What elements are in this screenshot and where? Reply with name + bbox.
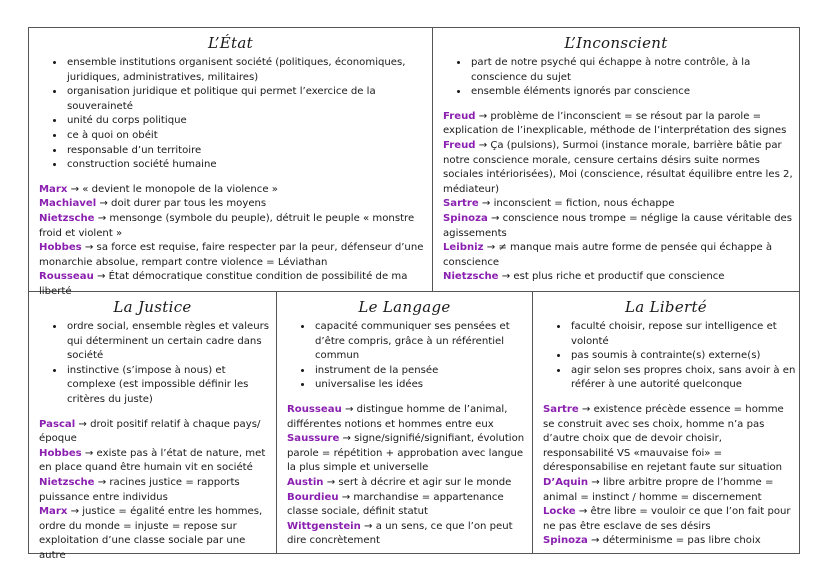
philosopher-idea: → conscience nous trompe = néglige la cause véritable des agissements <box>443 212 793 239</box>
definition-list-langage <box>277 320 532 393</box>
section-langage <box>277 292 533 554</box>
philosopher-idea: → mensonge (symbole du peuple), détruit le peuple « monstre froid et violent » <box>39 212 415 239</box>
philosopher-note <box>543 403 793 476</box>
philosopher-note <box>39 183 426 198</box>
philosopher-idea: → problème de l’inconscient = se résout par la parole = explication de l’inexplicable, méthode de l’interprétation des signes <box>443 110 787 137</box>
philosopher-note <box>287 432 526 476</box>
philosopher-notes-liberte <box>533 403 799 549</box>
philosopher-idea: → est plus riche et productif que conscience <box>498 271 725 283</box>
philosopher-idea: → « devient le monopole de la violence » <box>67 183 278 195</box>
philosopher-idea: → distingue homme de l’animal, différentes notions et hommes entre eux <box>287 403 508 430</box>
philosopher-note <box>39 476 270 505</box>
section-justice <box>29 292 277 561</box>
philosopher-note <box>543 505 793 534</box>
philosopher-note <box>39 212 426 241</box>
philosopher-note <box>543 534 793 549</box>
philosopher-name: Austin <box>287 476 324 488</box>
philosopher-notes-justice <box>29 418 276 564</box>
philosopher-idea: → être libre = vouloir ce que l’on fait pour ne pas être esclave de ses désirs <box>543 506 791 532</box>
philosopher-name: Pascal <box>39 418 76 430</box>
philosopher-note <box>443 139 793 197</box>
section-title-inconscient: L’Inconscient <box>564 34 668 52</box>
philosopher-name: Spinoza <box>543 535 588 547</box>
philosopher-idea: → inconscient = fiction, nous échappe <box>478 198 675 210</box>
section-title-liberte: La Liberté <box>625 298 707 316</box>
philosopher-idea: → ≠ manque mais autre forme de pensée qui échappe à conscience <box>443 242 773 268</box>
philosopher-note <box>39 418 270 447</box>
section-title-langage: Le Langage <box>358 298 451 316</box>
definition-item: • agir selon ses propres choix, sans avoir à en référer à une autorité quelconque <box>569 364 799 393</box>
philosopher-idea: → a un sens, ce que l’on peut dire concrètement <box>287 520 513 547</box>
definition-item: • ensemble éléments ignorés par conscience <box>469 85 799 100</box>
philosopher-name: Marx <box>39 183 68 195</box>
definition-item: • capacité communiquer ses pensées et d’être compris, grâce à un référentiel commun <box>313 320 532 364</box>
philosopher-note <box>39 241 426 270</box>
philosopher-idea: → racines justice = rapports puissance entre individus <box>39 476 240 503</box>
philosopher-name: Sartre <box>543 403 579 415</box>
philosopher-name: Machiavel <box>39 198 97 210</box>
section-etat <box>29 28 433 297</box>
definition-item: • ensemble institutions organisent société (politiques, économiques, juridiques, administratives, militaires) <box>65 56 432 85</box>
definition-item: • responsable d’un territoire <box>65 144 432 159</box>
concept-sheet <box>28 27 800 561</box>
philosopher-notes-langage <box>277 403 532 549</box>
philosopher-notes-inconscient <box>433 110 799 285</box>
definition-item: • organisation juridique et politique qui permet l’exercice de la souveraineté <box>65 85 432 114</box>
philosopher-note <box>287 476 526 491</box>
philosopher-name: Rousseau <box>39 271 94 283</box>
philosopher-note <box>443 212 793 241</box>
philosopher-note <box>443 270 793 285</box>
definition-item: • faculté choisir, repose sur intelligence et volonté <box>569 320 799 349</box>
definition-item: • part de notre psyché qui échappe à notre contrôle, à la conscience du sujet <box>469 56 799 85</box>
definition-list-justice <box>29 320 276 408</box>
philosopher-note <box>287 403 526 432</box>
philosopher-note <box>287 520 526 549</box>
philosopher-name: D’Aquin <box>543 476 589 488</box>
philosopher-note <box>443 241 793 270</box>
philosopher-idea: → marchandise = appartenance classe sociale, définit statut <box>287 491 504 518</box>
philosopher-name: Bourdieu <box>287 491 339 503</box>
definition-item: • construction société humaine <box>65 158 432 173</box>
philosopher-idea: → droit positif relatif à chaque pays/époque <box>39 418 261 445</box>
philosopher-name: Nietzsche <box>39 212 95 224</box>
definition-item: • ordre social, ensemble règles et valeurs qui déterminent un certain cadre dans société <box>65 320 276 364</box>
philosopher-idea: → justice = égalité entre les hommes, ordre du monde = injuste = repose sur exploitation d’une classe sociale par une autre <box>39 506 263 561</box>
definition-item: • instrument de la pensée <box>313 364 532 379</box>
philosopher-name: Freud <box>443 139 476 151</box>
philosopher-name: Wittgenstein <box>287 520 361 532</box>
section-liberte <box>533 292 799 554</box>
philosopher-note <box>39 505 270 563</box>
philosopher-idea: → libre arbitre propre de l’homme = animal = instinct / homme = discernement <box>543 476 774 503</box>
philosopher-name: Hobbes <box>39 447 82 459</box>
definition-item: • instinctive (s’impose à nous) et complexe (est impossible définir les critères du juste) <box>65 364 276 408</box>
philosopher-note <box>543 476 793 505</box>
philosopher-name: Marx <box>39 506 68 518</box>
definition-item: • pas soumis à contrainte(s) externe(s) <box>569 349 799 364</box>
philosopher-name: Rousseau <box>287 403 342 415</box>
definition-item: • unité du corps politique <box>65 114 432 129</box>
philosopher-name: Nietzsche <box>39 476 95 488</box>
philosopher-note <box>443 197 793 212</box>
philosopher-name: Locke <box>543 506 576 518</box>
philosopher-note <box>39 447 270 476</box>
philosopher-name: Spinoza <box>443 212 488 224</box>
section-title-justice: La Justice <box>113 298 192 316</box>
philosopher-idea: → sert à décrire et agir sur le monde <box>323 476 512 488</box>
definition-item: • ce à quoi on obéit <box>65 129 432 144</box>
philosopher-idea: → doit durer par tous les moyens <box>96 198 267 210</box>
philosopher-idea: → État démocratique constitue condition de possibilité de ma liberté <box>39 271 408 297</box>
philosopher-name: Saussure <box>287 433 340 445</box>
definition-list-inconscient <box>433 56 799 100</box>
philosopher-name: Sartre <box>443 198 479 210</box>
definition-list-etat <box>29 56 432 173</box>
philosopher-notes-etat <box>29 183 432 300</box>
philosopher-note <box>443 110 793 139</box>
philosopher-idea: → déterminisme = pas libre choix <box>587 535 761 547</box>
philosopher-name: Leibniz <box>443 242 484 254</box>
philosopher-note <box>287 491 526 520</box>
definition-list-liberte <box>533 320 799 393</box>
philosopher-idea: → existence précède essence = homme se construit avec ses choix, homme n’a pas d’autre choix que de devoir choisir, responsabilité VS «mauvaise foi» = déresponsabilise en rejetant faute sur situation <box>543 403 784 474</box>
definition-item: • universalise les idées <box>313 378 532 393</box>
section-inconscient <box>433 28 799 292</box>
philosopher-idea: → existe pas à l’état de nature, met en place quand être humain vit en société <box>39 447 266 474</box>
philosopher-idea: → Ça (pulsions), Surmoi (instance morale, barrière bâtie par notre conscience morale, censure certains désirs suite normes sociales intériorisées), Moi (conscience, résultat équilibre entre les 2, médiateur) <box>443 139 793 195</box>
philosopher-note <box>39 197 426 212</box>
philosopher-name: Freud <box>443 110 476 122</box>
philosopher-name: Hobbes <box>39 242 82 254</box>
philosopher-idea: → signe/signifié/signifiant, évolution parole = répétition + approbation avec langue la plus simple et universelle <box>287 433 525 474</box>
section-title-etat: L’État <box>208 34 253 52</box>
philosopher-name: Nietzsche <box>443 271 499 283</box>
philosopher-idea: → sa force est requise, faire respecter par la peur, défenseur d’une monarchie absolue, rempart contre violence = Léviathan <box>39 242 424 268</box>
